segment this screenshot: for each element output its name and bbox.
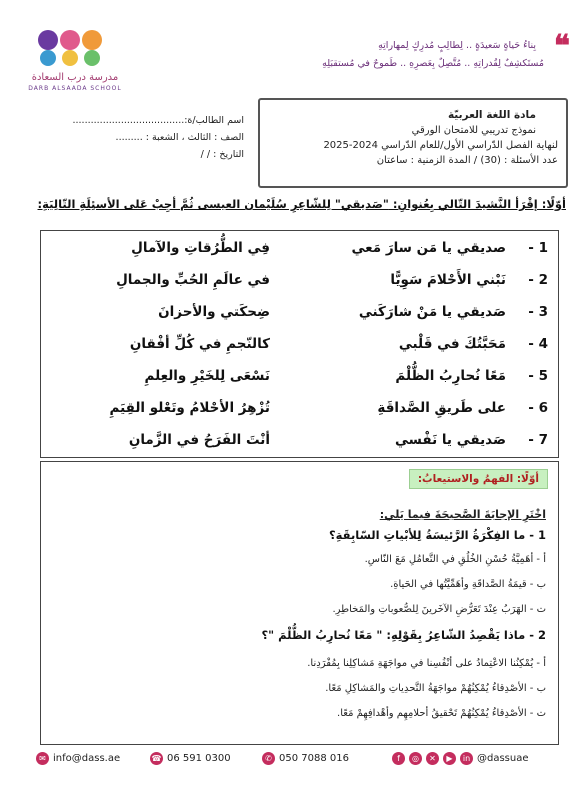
verse-second-half: نَسْعَى لِلخَيْرِ والعِلمِ bbox=[144, 368, 270, 384]
verse-number: 7 - bbox=[528, 432, 548, 448]
footer-email[interactable] bbox=[36, 752, 120, 765]
question-1: 1 - ما الفِكْرَةُ الرَّئيسَةُ لِلأبْياتِ السّابِقَةِ؟ bbox=[329, 528, 546, 542]
student-info bbox=[16, 112, 244, 163]
mobile-text: 050 7088 016 bbox=[279, 753, 349, 764]
instruction-prefix: أوّلًا: إقْرَأ النَّشيدَ التّالي بِعُنوانِ: bbox=[388, 197, 566, 211]
poem-box bbox=[40, 230, 559, 458]
question-2-option-b[interactable]: ب - الأصْدِقاءُ يُمْكِنُهُمْ مواجَهَةُ التَّحدِياتِ والمَشاكِلِ مَعًا. bbox=[325, 683, 546, 694]
verse-second-half: أنْتَ الفَرَحُ في الزَّمانِ bbox=[128, 432, 270, 448]
footer-social[interactable] bbox=[392, 752, 529, 765]
verse-first-half: مَعًا نُحارِبُ الظُّلْمَ bbox=[395, 368, 506, 384]
poem-verse bbox=[48, 427, 548, 455]
verse-first-half: صَديقي يا مَنْ شارَكَني bbox=[358, 304, 506, 320]
verse-number: 5 - bbox=[528, 368, 548, 384]
x-icon: ✕ bbox=[426, 752, 439, 765]
reading-instruction bbox=[20, 197, 566, 211]
exam-term: لنهاية الفصل الدّراسي الأول/للعام الدّراسي 2024-2025 bbox=[323, 140, 558, 151]
verse-first-half: صَديقي يا نَفْسي bbox=[394, 432, 506, 448]
footer-phone[interactable] bbox=[150, 752, 231, 765]
email-icon: ✉ bbox=[36, 752, 49, 765]
logo-mark-icon bbox=[36, 28, 114, 68]
exam-date-field: التاريخ : / / bbox=[200, 149, 244, 160]
verse-first-half: نَبْني الأَحْلامَ سَوِيًّا bbox=[390, 272, 506, 288]
poem-verse bbox=[48, 363, 548, 391]
exam-type: نموذج تدريبي للامتحان الورقي bbox=[411, 125, 536, 136]
section-badge: أوّلًا: الفهمُ والاستيعابُ: bbox=[409, 469, 548, 489]
question-1-option-b[interactable]: ب - قيمَةُ الصَّداقَةِ وأهَمِّيَّتُها في الحَياةِ. bbox=[390, 579, 546, 590]
slogan-line-2: مُستَكشِفٌ لِقُدراتِهِ .. مُتَّصِلٌ بِعَصرِهِ .. طَموحٌ في مُستقبَلِهِ bbox=[322, 58, 544, 69]
youtube-icon: ▶ bbox=[443, 752, 456, 765]
verse-second-half: تُزْهِرُ الأحْلامُ وتَعْلو القِيَمِ bbox=[109, 400, 270, 416]
facebook-icon: f bbox=[392, 752, 405, 765]
verse-number: 4 - bbox=[528, 336, 548, 352]
student-grade-field: الصف : الثالث ، الشعبة : ......... bbox=[115, 132, 244, 143]
question-2: 2 - ماذا يَقْصِدُ الشّاعِرُ بِقَوْلِهِ: " مَعًا نُحارِبُ الظُّلْمَ "؟ bbox=[261, 628, 546, 642]
verse-number: 1 - bbox=[528, 240, 548, 256]
footer-mobile[interactable] bbox=[262, 752, 349, 765]
verse-first-half: صديقي يا مَن سارَ مَعي bbox=[351, 240, 506, 256]
school-slogan bbox=[258, 29, 570, 74]
email-text: info@dass.ae bbox=[53, 753, 121, 764]
student-name-field: اسم الطالب/ة:..................................... bbox=[72, 115, 244, 126]
question-2-option-c[interactable]: ت - الأصْدِقاءُ يُمْكِنُهُمْ تَحْقيقُ أحلامِهِم وأهْدافِهِمْ مَعًا. bbox=[337, 708, 546, 719]
verse-second-half: ضِحكَتي والأحزانَ bbox=[158, 304, 270, 320]
school-name-en: DARB ALSAADA SCHOOL bbox=[28, 85, 122, 92]
verse-number: 3 - bbox=[528, 304, 548, 320]
poem-verse bbox=[48, 299, 548, 327]
comprehension-section bbox=[40, 461, 559, 745]
school-name-ar: مدرسة درب السعادة bbox=[31, 72, 119, 83]
phone-text: 06 591 0300 bbox=[167, 753, 231, 764]
instruction-title: "صَديقي" لِلشّاعِرِ سُلَيْمان العيسى ثُمَّ أجِبْ عَلى الأسئِلَةِ التّالِيَةِ: bbox=[37, 197, 389, 211]
question-1-option-a[interactable]: أ - أهَمِيَّةُ حُسْنِ الخُلُقِ في التَّعامُلِ مَعَ النّاسِ. bbox=[364, 554, 546, 565]
quote-mark-icon: ❝ bbox=[553, 29, 570, 64]
social-handle: @dassuae bbox=[477, 753, 529, 764]
poem-verse bbox=[48, 395, 548, 423]
phone-icon: ☎ bbox=[151, 754, 162, 763]
instagram-icon: ◎ bbox=[409, 752, 422, 765]
verse-number: 2 - bbox=[528, 272, 548, 288]
poem-verse bbox=[48, 235, 548, 263]
poem-verse bbox=[48, 267, 548, 295]
verse-first-half: على طَريقِ الصَّداقَةِ bbox=[377, 400, 506, 416]
exam-details: عدد الأسئلة : (30) / المدة الزمنية : ساعتان bbox=[376, 155, 558, 166]
choose-instruction: اخْتَرِ الإجابَةَ الصَّحيحَةَ فيما يَلي: bbox=[379, 508, 546, 521]
slogan-line-1: بِناءُ حَياةٍ سَعيدَةٍ .. لِطالِبٍ مُدرِكٍ لِمهاراتِهِ bbox=[378, 40, 536, 51]
poem-verse bbox=[48, 331, 548, 359]
question-1-option-c[interactable]: ت - الهَرَبُ عِنْدَ تَعَرُّضِ الآخَرينَ لِلصُّعوباتِ والمَخاطِرِ. bbox=[332, 604, 546, 615]
verse-second-half: في عالَمِ الحُبِّ والجمالِ bbox=[116, 272, 270, 288]
verse-number: 6 - bbox=[528, 400, 548, 416]
contact-footer bbox=[0, 748, 577, 774]
verse-second-half: فِي الطُّرُقاتِ والآمالِ bbox=[131, 240, 270, 256]
exam-subject: مادة اللغة العربيّة bbox=[447, 109, 536, 121]
question-2-option-a[interactable]: أ - يُمْكِنُنا الاعْتِمادُ على أنْفُسِنا في مواجَهَةِ مَشاكِلِنا بِمُفْرَدِنا. bbox=[307, 658, 546, 669]
exam-info-box bbox=[258, 98, 568, 188]
linkedin-icon: in bbox=[460, 752, 473, 765]
mobile-icon: ✆ bbox=[262, 752, 275, 765]
verse-first-half: مَحَبَّتُكَ في قَلْبي bbox=[398, 336, 506, 352]
verse-second-half: كالنّجمِ في كُلِّ أفْقانِ bbox=[129, 336, 270, 352]
school-logo bbox=[20, 28, 130, 92]
